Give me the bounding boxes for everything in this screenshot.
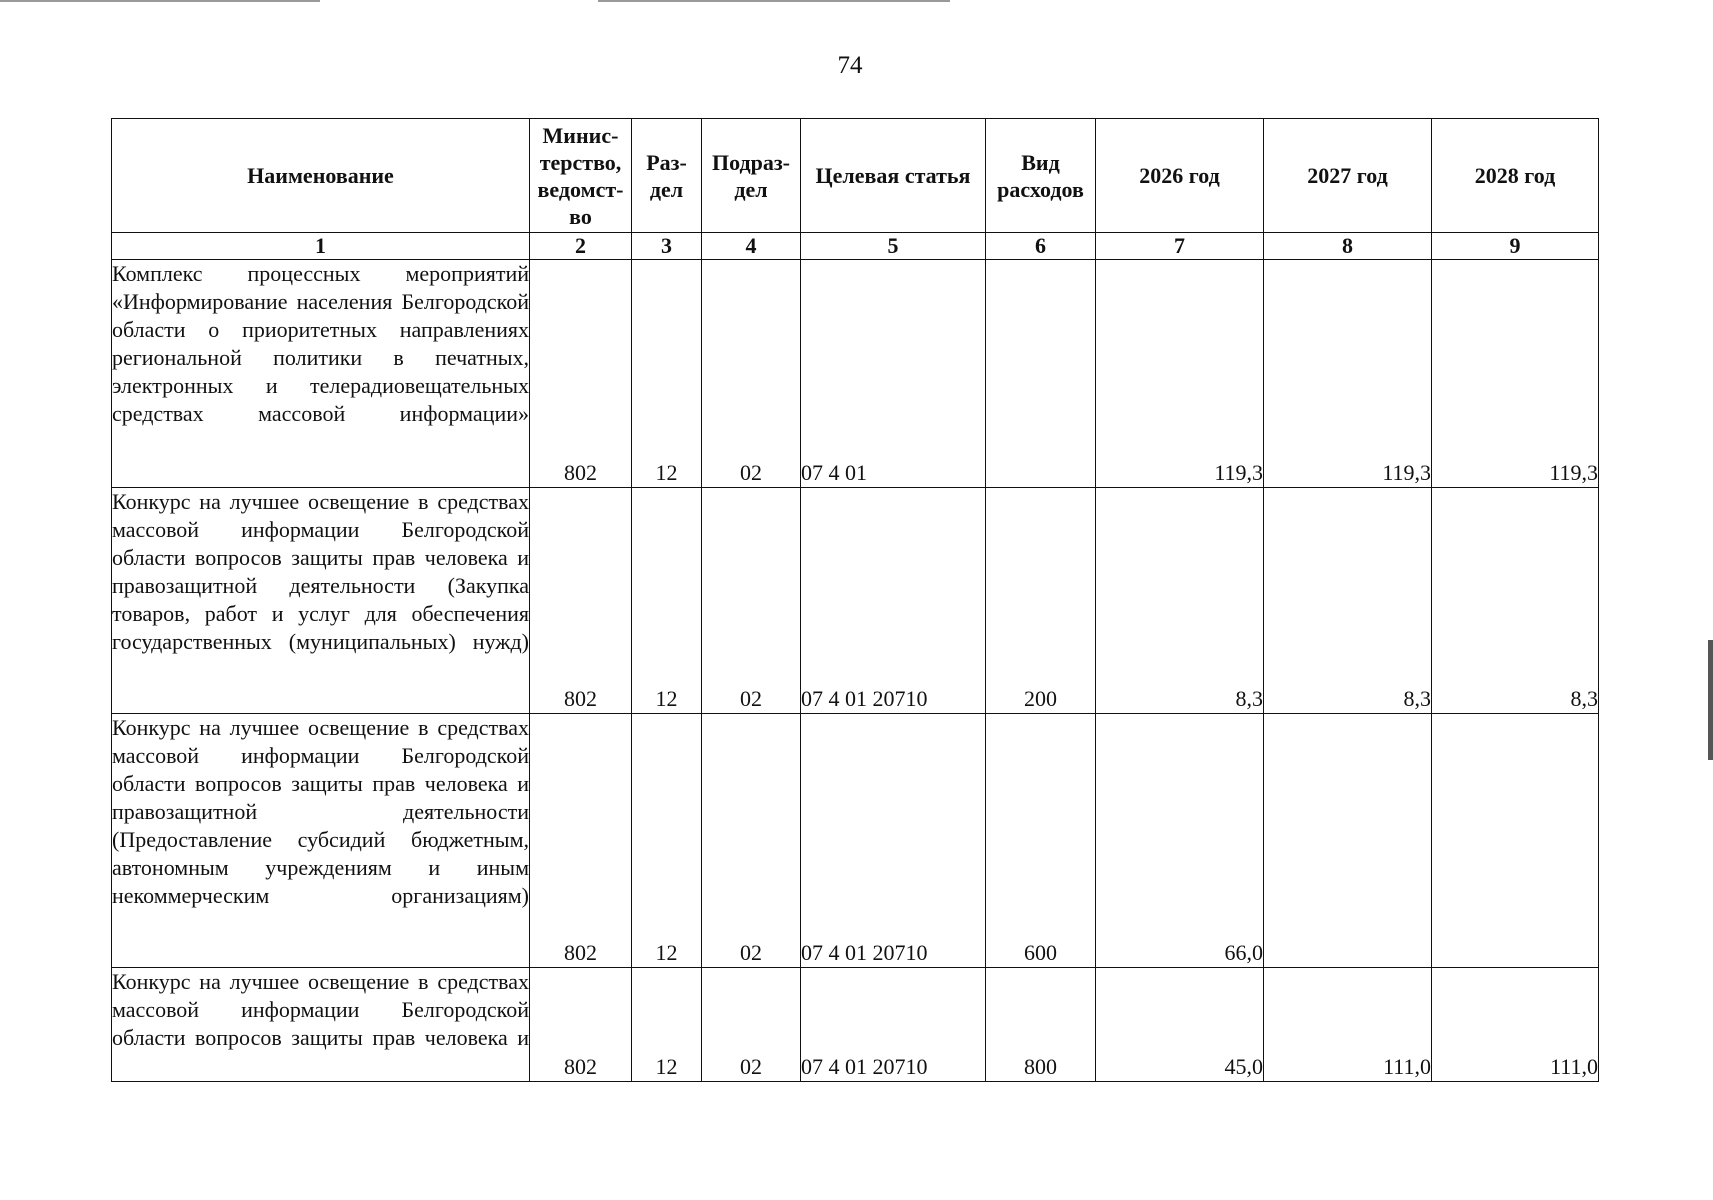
- row-name: Конкурс на лучшее освещение в средствах массовой информации Белгородской области вопросов защиты прав человека и правозащитной деятельности (Закупка товаров, работ и услуг для обеспечения государственных (муниципальных) нужд): [112, 488, 530, 714]
- row-value-2027: [1264, 714, 1432, 968]
- row-value-2027: 119,3: [1264, 260, 1432, 488]
- row-section: 12: [632, 714, 702, 968]
- row-ministry: 802: [530, 488, 632, 714]
- row-expense-type: 600: [986, 714, 1096, 968]
- header-expense-type: Вид расходов: [986, 119, 1096, 233]
- column-number: 1: [112, 233, 530, 260]
- header-ministry: Минис-терство, ведомст-во: [530, 119, 632, 233]
- row-expense-type: 800: [986, 968, 1096, 1082]
- row-subsection: 02: [702, 968, 801, 1082]
- column-number: 7: [1096, 233, 1264, 260]
- column-number: 4: [702, 233, 801, 260]
- column-number: 5: [801, 233, 986, 260]
- row-section: 12: [632, 260, 702, 488]
- row-ministry: 802: [530, 968, 632, 1082]
- table-row: [112, 488, 1599, 714]
- row-subsection: 02: [702, 488, 801, 714]
- row-subsection: 02: [702, 260, 801, 488]
- row-ministry: 802: [530, 260, 632, 488]
- row-value-2028: [1432, 714, 1599, 968]
- column-number: 2: [530, 233, 632, 260]
- row-value-2028: 8,3: [1432, 488, 1599, 714]
- table-row: [112, 714, 1599, 968]
- row-target: 07 4 01 20710: [801, 968, 986, 1082]
- row-name: Конкурс на лучшее освещение в средствах массовой информации Белгородской области вопросов защиты прав человека и: [112, 968, 530, 1082]
- scan-artifact-line: [0, 0, 320, 2]
- row-value-2026: 45,0: [1096, 968, 1264, 1082]
- header-name: Наименование: [112, 119, 530, 233]
- header-2027: 2027 год: [1264, 119, 1432, 233]
- row-value-2026: 8,3: [1096, 488, 1264, 714]
- row-target: 07 4 01 20710: [801, 488, 986, 714]
- row-target: 07 4 01: [801, 260, 986, 488]
- table-header-row: [112, 119, 1599, 233]
- row-expense-type: [986, 260, 1096, 488]
- row-subsection: 02: [702, 714, 801, 968]
- page-number: 74: [837, 52, 863, 79]
- row-value-2027: 8,3: [1264, 488, 1432, 714]
- column-number: 9: [1432, 233, 1599, 260]
- row-value-2026: 66,0: [1096, 714, 1264, 968]
- row-value-2026: 119,3: [1096, 260, 1264, 488]
- row-target: 07 4 01 20710: [801, 714, 986, 968]
- row-name: Конкурс на лучшее освещение в средствах массовой информации Белгородской области вопросов защиты прав человека и правозащитной деятельности (Предоставление субсидий бюджетным, автономным учреждениям и иным некоммерческим организациям): [112, 714, 530, 968]
- row-section: 12: [632, 968, 702, 1082]
- column-number: 8: [1264, 233, 1432, 260]
- row-ministry: 802: [530, 714, 632, 968]
- row-section: 12: [632, 488, 702, 714]
- row-expense-type: 200: [986, 488, 1096, 714]
- header-target: Целевая статья: [801, 119, 986, 233]
- table-row: [112, 968, 1599, 1082]
- column-number-row: [112, 233, 1599, 260]
- scan-artifact-line: [598, 0, 950, 2]
- table-row: [112, 260, 1599, 488]
- scan-artifact-mark: [1708, 640, 1713, 760]
- row-name: Комплекс процессных мероприятий «Информирование населения Белгородской области о приоритетных направлениях региональной политики в печатных, электронных и телерадиовещательных средствах массовой информации»: [112, 260, 530, 488]
- column-number: 3: [632, 233, 702, 260]
- row-value-2028: 119,3: [1432, 260, 1599, 488]
- budget-table: [111, 118, 1599, 1082]
- header-2028: 2028 год: [1432, 119, 1599, 233]
- header-section: Раз-дел: [632, 119, 702, 233]
- row-value-2028: 111,0: [1432, 968, 1599, 1082]
- header-subsection: Подраз-дел: [702, 119, 801, 233]
- column-number: 6: [986, 233, 1096, 260]
- header-2026: 2026 год: [1096, 119, 1264, 233]
- row-value-2027: 111,0: [1264, 968, 1432, 1082]
